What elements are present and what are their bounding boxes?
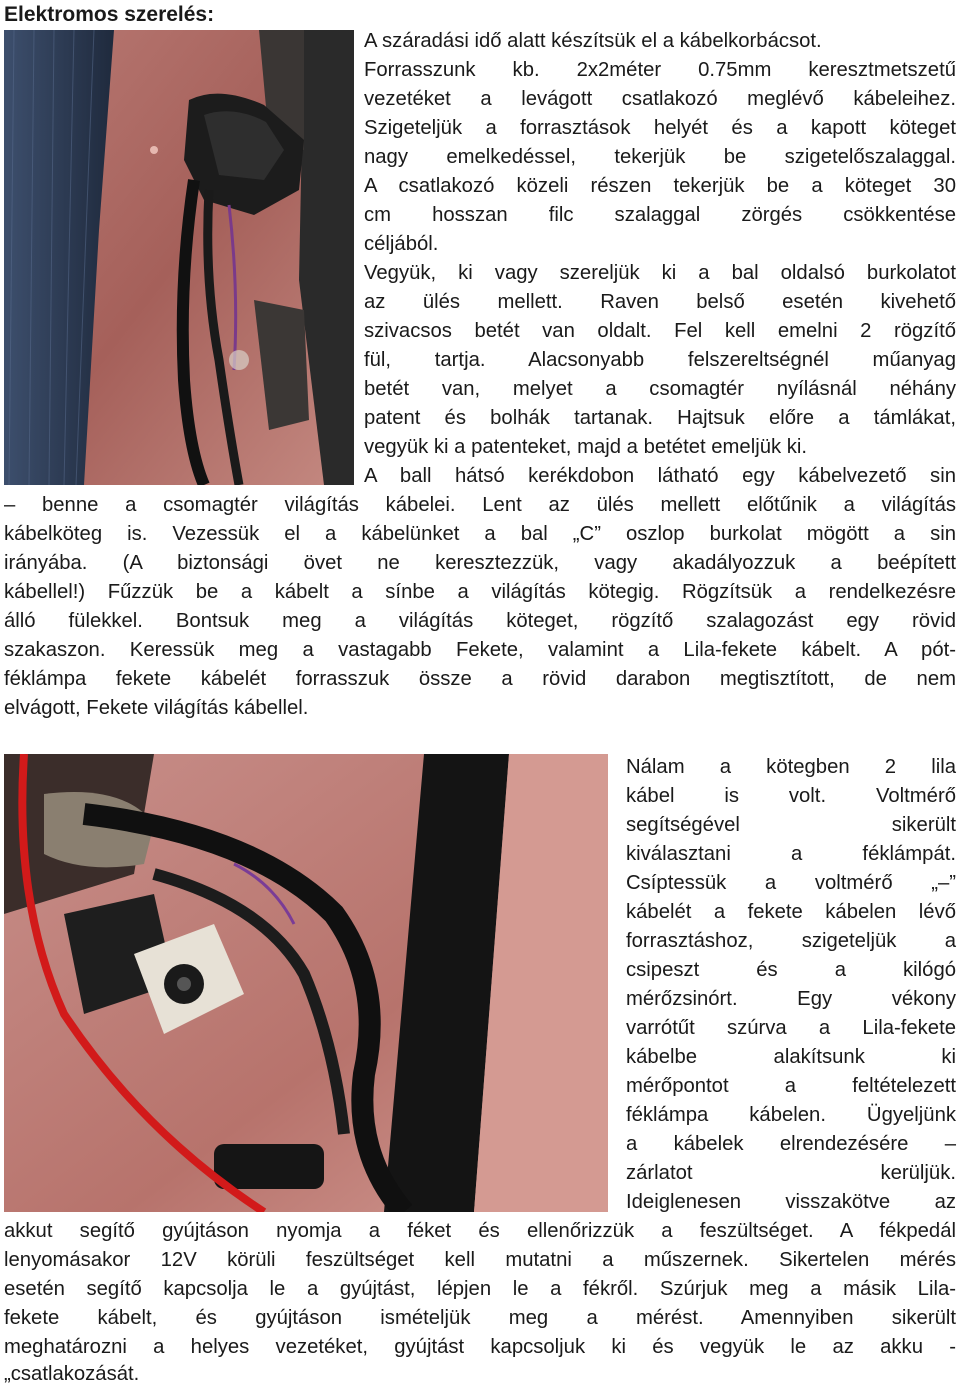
text-line: A csatlakozó közeli részen tekerjük be a köteget 30 — [364, 175, 956, 197]
text-line: cm hosszan filc szalaggal zörgés csökkentése — [364, 204, 956, 226]
text-line: mérőzsinórt. Egy vékony — [626, 988, 956, 1010]
text-line: szivacsos betét van oldalt. Fel kell emelni 2 rögzítő — [364, 320, 956, 342]
text-line: szakaszon. Keressük meg a vastagabb Fekete, valamint a Lila-fekete kábelt. A pót- — [4, 639, 956, 661]
text-line: kiválasztani a féklámpát. — [626, 843, 956, 865]
text-line: fül, tartja. Alacsonyabb felszereltségnél műanyag — [364, 349, 956, 371]
text-line: A száradási idő alatt készítsük el a kábelkorbácsot. — [364, 30, 822, 52]
wiring-photo-bottom — [4, 754, 608, 1212]
text-line: esetén segítő kapcsolja le a gyújtást, lépjen le a fékről. Szúrjuk meg a másik Lila- — [4, 1278, 956, 1300]
section-heading: Elektromos szerelés: — [4, 3, 215, 26]
text-line: féklámpa kábelen. Ügyeljünk — [626, 1104, 956, 1126]
text-line: Szigeteljük a forrasztások helyét és a kapott köteget — [364, 117, 956, 139]
text-line: álló fülekkel. Bontsuk meg a világítás köteget, rögzítő szalagozást egy rövid — [4, 610, 956, 632]
text-line: kábelét a fekete kábelen lévő — [626, 901, 956, 923]
text-line: mérőpontot a feltételezett — [626, 1075, 956, 1097]
text-line: fekete kábelt, és gyújtáson ismételjük meg a mérést. Amennyiben sikerült — [4, 1307, 956, 1329]
text-line: vezetéket a levágott csatlakozó meglévő kábeleihez. — [364, 88, 956, 110]
text-line: vegyük ki a patenteket, majd a betétet emeljük ki. — [364, 436, 808, 458]
text-line: irányába. (A biztonsági övet ne keresztezzük, vagy akadályozzuk a beépített — [4, 552, 956, 574]
text-line: a kábelek elrendezésére – — [626, 1133, 956, 1155]
text-line: A ball hátsó kerékdobon látható egy kábelvezető sin — [364, 465, 956, 487]
text-line: varrótűt szúrva a Lila-fekete — [626, 1017, 956, 1039]
text-line: Csíptessük a voltmérő „–” — [626, 872, 956, 894]
text-line: féklámpa fekete kábelét forrasszuk össze a rövid darabon megtisztított, de nem — [4, 668, 956, 690]
text-line: zárlatot kerüljük. — [626, 1162, 956, 1184]
text-line: segítségével sikerült — [626, 814, 956, 836]
text-line: kábel is volt. Voltmérő — [626, 785, 956, 807]
text-line: betét van, melyet a csomagtér nyílásnál néhány — [364, 378, 956, 400]
text-line: csipeszt és a kilógó — [626, 959, 956, 981]
text-line: meghatározni a helyes vezetéket, gyújtást kapcsoljuk ki és vegyük le az akku - — [4, 1336, 956, 1358]
text-line: céljából. — [364, 233, 439, 255]
text-line: kábellel!) Fűzzük be a kábelt a sínbe a világítás kötegig. Rögzítsük a rendelkezésre — [4, 581, 956, 603]
text-line: az ülés mellett. Raven belső esetén kivehető — [364, 291, 956, 313]
text-line: nagy emelkedéssel, tekerjük be szigetelőszalaggal. — [364, 146, 956, 168]
text-line: „csatlakozását. — [4, 1363, 140, 1385]
text-line: forrasztáshoz, szigeteljük a — [626, 930, 956, 952]
text-line: Vegyük, ki vagy szereljük ki a bal oldalsó burkolatot — [364, 262, 956, 284]
text-line: Nálam a kötegben 2 lila — [626, 756, 956, 778]
text-line: akkut segítő gyújtáson nyomja a féket és ellenőrizzük a feszültséget. A fékpedál — [4, 1220, 956, 1242]
text-line: – benne a csomagtér világítás kábelei. Lent az ülés mellett előtűnik a világítás — [4, 494, 956, 516]
text-line: kábelbe alakítsunk ki — [626, 1046, 956, 1068]
text-line: kábelköteg is. Vezessük el a kábelünket a bal „C” oszlop burkolat mögött a sin — [4, 523, 956, 545]
text-line: Forrasszunk kb. 2x2méter 0.75mm keresztmetszetű — [364, 59, 956, 81]
text-line: Ideiglenesen visszakötve az — [626, 1191, 956, 1213]
text-line: elvágott, Fekete világítás kábellel. — [4, 697, 309, 719]
wiring-photo-top — [4, 30, 354, 485]
text-line: lenyomásakor 12V körüli feszültséget kell mutatni a műszernek. Sikertelen mérés — [4, 1249, 956, 1271]
text-line: patent és bolhák tartanak. Hajtsuk előre a támlákat, — [364, 407, 956, 429]
